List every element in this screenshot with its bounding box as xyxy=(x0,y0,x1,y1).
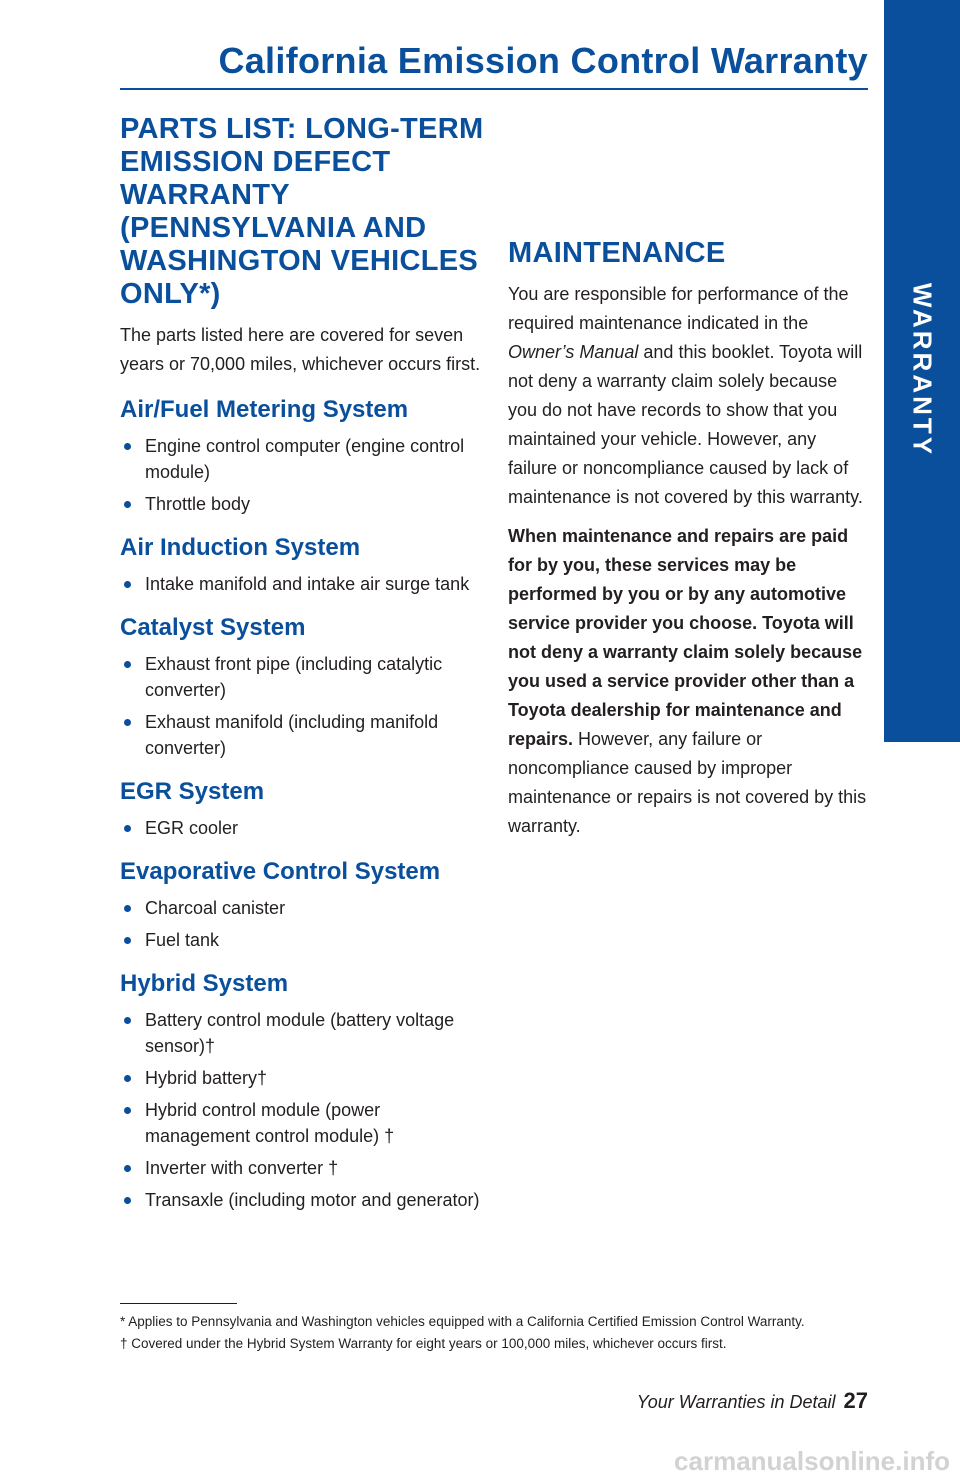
header-divider xyxy=(120,88,868,90)
page-header-title: California Emission Control Warranty xyxy=(218,40,868,81)
maintenance-heading: MAINTENANCE xyxy=(508,237,726,269)
list-item: Intake manifold and intake air surge tank xyxy=(120,571,490,597)
maintenance-emphasis: When maintenance and repairs are paid for by you, these services may be performed by you or by any automotive service provider you choose. Toyota will not deny a warranty claim solely because you used a service provider other than a Toyota dealership for maintenance and repairs. xyxy=(508,526,863,749)
bullet-icon xyxy=(124,937,131,944)
section-list-evaporative xyxy=(120,895,490,953)
right-column xyxy=(508,237,868,841)
list-item: Fuel tank xyxy=(120,927,490,953)
footnote-asterisk: * Applies to Pennsylvania and Washington vehicles equipped with a California Certified Emission Control Warranty. xyxy=(120,1314,805,1329)
list-item: Hybrid battery† xyxy=(120,1065,490,1091)
parts-list-heading: PARTS LIST: LONG-TERM EMISSION DEFECT WARRANTY (PENNSYLVANIA AND WASHINGTON VEHICLES ONLY*) xyxy=(120,113,484,310)
bullet-icon xyxy=(124,581,131,588)
bullet-icon xyxy=(124,501,131,508)
bullet-icon xyxy=(124,1017,131,1024)
owners-manual-title: Owner’s Manual xyxy=(508,342,639,362)
section-heading-catalyst: Catalyst System xyxy=(120,614,306,641)
list-item: Throttle body xyxy=(120,491,490,517)
section-heading-air-fuel: Air/Fuel Metering System xyxy=(120,396,409,423)
bullet-icon xyxy=(124,905,131,912)
section-list-air-fuel xyxy=(120,433,490,517)
section-list-catalyst xyxy=(120,651,490,761)
watermark: carmanualsonline.info xyxy=(674,1446,950,1476)
bullet-icon xyxy=(124,719,131,726)
page-footer xyxy=(637,1388,868,1414)
bullet-icon xyxy=(124,1165,131,1172)
footnotes xyxy=(120,1312,860,1356)
bullet-icon xyxy=(124,1075,131,1082)
list-item: EGR cooler xyxy=(120,815,490,841)
side-tab-label: WARRANTY xyxy=(907,282,938,458)
section-list-hybrid xyxy=(120,1007,490,1213)
list-item: Inverter with converter † xyxy=(120,1155,490,1181)
section-heading-hybrid: Hybrid System xyxy=(120,970,289,997)
bullet-icon xyxy=(124,661,131,668)
parts-list-intro: The parts listed here are covered for seven years or 70,000 miles, whichever occurs first. xyxy=(120,325,481,374)
maintenance-paragraph-2: When maintenance and repairs are paid for by you, these services may be performed by you or by any automotive service provider you choose. Toyota will not deny a warranty claim solely because you used a service provider other than a Toyota dealership for maintenance and repairs. However, any failure or noncompliance caused by improper maintenance or repairs is not covered by this warranty. xyxy=(508,526,867,836)
list-item: Exhaust manifold (including manifold converter) xyxy=(120,709,490,761)
section-heading-air-induction: Air Induction System xyxy=(120,534,361,561)
section-heading-egr: EGR System xyxy=(120,778,265,805)
section-list-air-induction xyxy=(120,571,490,597)
left-column xyxy=(120,113,490,1219)
list-item: Exhaust front pipe (including catalytic converter) xyxy=(120,651,490,703)
bullet-icon xyxy=(124,1107,131,1114)
list-item: Engine control computer (engine control module) xyxy=(120,433,490,485)
bullet-icon xyxy=(124,825,131,832)
list-item: Charcoal canister xyxy=(120,895,490,921)
list-item: Battery control module (battery voltage sensor)† xyxy=(120,1007,490,1059)
list-item: Hybrid control module (power management control module) † xyxy=(120,1097,490,1149)
bullet-icon xyxy=(124,1197,131,1204)
section-heading-evaporative: Evaporative Control System xyxy=(120,858,441,885)
footer-section-title: Your Warranties in Detail xyxy=(636,1392,836,1412)
footnote-dagger: † Covered under the Hybrid System Warranty for eight years or 100,000 miles, whichever occurs first. xyxy=(120,1336,727,1351)
list-item: Transaxle (including motor and generator) xyxy=(120,1187,490,1213)
bullet-icon xyxy=(124,443,131,450)
page-number: 27 xyxy=(843,1388,868,1413)
maintenance-paragraph-1: You are responsible for performance of the required maintenance indicated in the Owner’s Manual and this booklet. Toyota will not deny a warranty claim solely because you do not have records to show that you maintained your vehicle. However, any failure or noncompliance caused by lack of maintenance is not covered by this warranty. xyxy=(508,284,863,507)
section-list-egr xyxy=(120,815,490,841)
footnote-divider xyxy=(120,1303,237,1304)
